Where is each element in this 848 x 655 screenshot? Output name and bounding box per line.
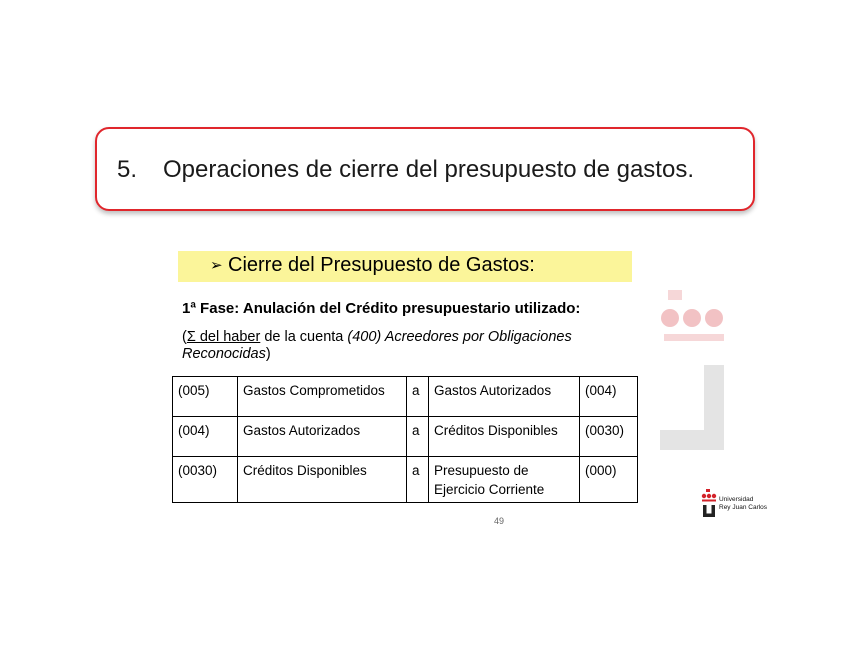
a-cell: a (407, 457, 429, 503)
university-watermark (660, 290, 726, 460)
note-close-paren: ) (265, 346, 271, 362)
note-plain: de la cuenta (260, 329, 348, 345)
code-to-cell: (004) (580, 377, 638, 417)
logo-line-1: Universidad (719, 496, 754, 503)
code-to-cell: (0030) (580, 417, 638, 457)
to-account-cell: Créditos Disponibles (429, 417, 580, 457)
section-title: Operaciones de cierre del presupuesto de gastos. (163, 156, 694, 183)
subheading-bar (178, 251, 632, 282)
note-sum-haber: Σ del haber (186, 329, 261, 345)
urjc-logo-text (719, 496, 767, 512)
code-from-cell: (004) (173, 417, 238, 457)
to-account-cell: Presupuesto de Ejercicio Corriente (429, 457, 580, 503)
account-note (182, 329, 622, 363)
section-number: 5. (117, 156, 138, 183)
from-account-cell: Gastos Comprometidos (238, 377, 407, 417)
code-from-cell: (005) (173, 377, 238, 417)
table-row (173, 457, 638, 503)
note-open-paren: ( (182, 329, 187, 345)
from-account-cell: Gastos Autorizados (238, 417, 407, 457)
from-account-cell: Créditos Disponibles (238, 457, 407, 503)
arrow-bullet-icon: ➢ (210, 257, 223, 274)
table-row (173, 377, 638, 417)
note-account-name: (400) Acreedores por Obligaciones Reconocidas (182, 329, 572, 362)
to-account-cell: Gastos Autorizados (429, 377, 580, 417)
subheading: Cierre del Presupuesto de Gastos: (228, 254, 535, 276)
a-cell: a (407, 377, 429, 417)
section-title-box (95, 127, 755, 211)
ledger-table (172, 376, 638, 503)
urjc-logo-icon (700, 489, 718, 528)
code-from-cell: (0030) (173, 457, 238, 503)
page-number: 49 (494, 516, 505, 526)
phase-title: 1ª Fase: Anulación del Crédito presupuestario utilizado: (182, 300, 581, 317)
logo-line-2: Rey Juan Carlos (719, 504, 768, 511)
code-to-cell: (000) (580, 457, 638, 503)
a-cell: a (407, 417, 429, 457)
table-row (173, 417, 638, 457)
